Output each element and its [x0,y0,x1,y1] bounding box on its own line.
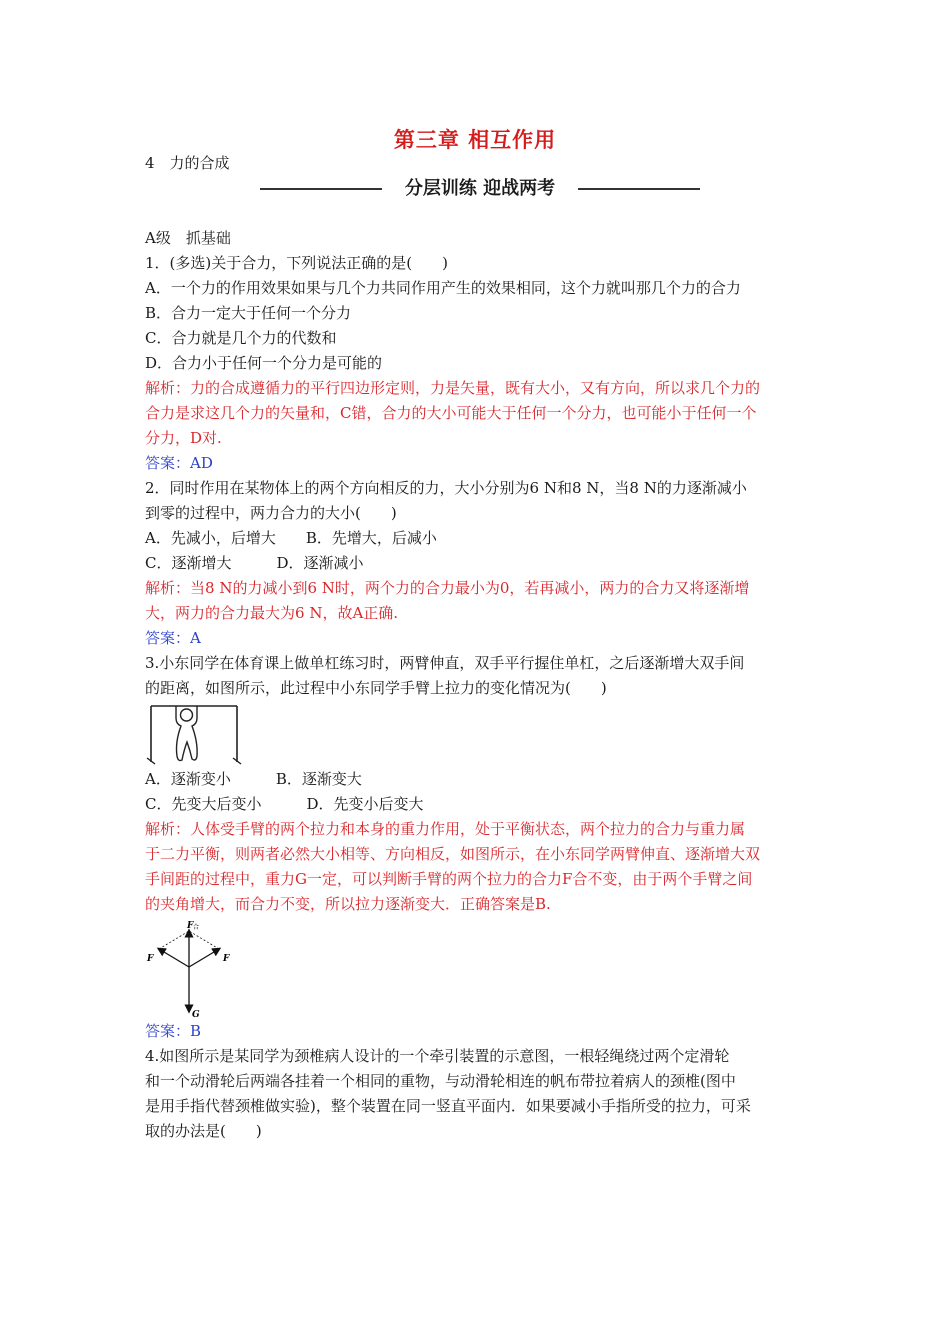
q3-stem-line-1: 3.小东同学在体育课上做单杠练习时，两臂伸直，双手平行握住单杠，之后逐渐增大双手间 [145,654,745,672]
q3-options-row-1: A．逐渐变小 B．逐渐变大 [145,770,362,788]
practice-banner [260,174,700,200]
q1-analysis-line-2: 合力是求这几个力的矢量和，C错，合力的大小可能大于任何一个分力，也可能小于任何一个 [145,404,757,422]
force-diagram-figure [145,917,815,1019]
q2-analysis-line-1: 解析：当8 N的力减小到6 N时，两个力的合力最小为0，若再减小，两力的合力又将逐渐增 [145,579,750,597]
q1-option-a: A．一个力的作用效果如果与几个力共同作用产生的效果相同，这个力就叫那几个力的合力 [145,279,741,297]
left-force-label: F [147,954,154,964]
section-title: 4 力的合成 [145,154,230,172]
q1-option-d: D．合力小于任何一个分力是可能的 [145,354,383,372]
q3-answer: 答案：B [145,1022,202,1040]
q1-option-c: C．合力就是几个力的代数和 [145,329,337,347]
resultant-force-label: F [187,921,194,931]
q4-stem-line-4: 取的办法是( ) [145,1122,262,1140]
q3-analysis-line-1: 解析：人体受手臂的两个拉力和本身的重力作用，处于平衡状态，两个拉力的合力与重力属 [145,820,746,838]
chapter-title: 第三章 相互作用 [393,128,557,152]
q2-options-row-2: C．逐渐增大 D．逐渐减小 [145,554,364,572]
right-force-arrow [189,949,219,967]
resultant-force-subscript: 合 [193,924,200,931]
q1-option-b: B．合力一定大于任何一个分力 [145,304,352,322]
q4-stem-line-3: 是用手指代替颈椎做实验)，整个装置在同一竖直平面内．如果要减小手指所受的拉力，可采 [145,1097,751,1115]
q1-analysis-line-1: 解析：力的合成遵循力的平行四边形定则，力是矢量，既有大小，又有方向，所以求几个力的 [145,379,761,397]
q4-stem-line-1: 4.如图所示是某同学为颈椎病人设计的一个牵引装置的示意图，一根轻绳绕过两个定滑轮 [145,1047,730,1065]
q3-analysis-line-4: 的夹角增大，而合力不变，所以拉力逐渐变大．正确答案是B. [145,895,551,913]
banner-text: 分层训练 迎战两考 [404,178,556,199]
q2-stem-line-2: 到零的过程中，两力合力的大小( ) [145,504,397,522]
q2-stem-line-1: 2．同时作用在某物体上的两个方向相反的力，大小分别为6 N和8 N，当8 N的力逐渐减小 [145,479,747,497]
q3-analysis-label: 解析： [145,820,191,838]
horizontal-bar-figure [145,701,815,767]
level-label: A级 抓基础 [145,229,231,247]
q3-analysis-line-3: 手间距的过程中，重力G一定，可以判断手臂的两个拉力的合力F合不变，由于两个手臂之间 [145,870,753,888]
q3-analysis-line-2: 于二力平衡，则两者必然大小相等、方向相反，如图所示，在小东同学两臂伸直、逐渐增大双 [145,845,761,863]
q2-options-row-1: A．先减小，后增大 B．先增大，后减小 [145,529,437,547]
gravity-label: G [192,1010,200,1020]
q2-analysis-line-2: 大，两力的合力最大为6 N，故A正确. [145,604,399,622]
banner-rule-left [260,188,382,190]
banner-rule-right [578,188,700,190]
q1-analysis-label: 解析： [145,379,191,397]
q3-options-row-2: C．先变大后变小 D．先变小后变大 [145,795,424,813]
right-force-label: F [223,954,230,964]
q3-stem-line-2: 的距离，如图所示，此过程中小东同学手臂上拉力的变化情况为( ) [145,679,607,697]
q1-analysis-line-3: 分力，D对. [145,429,222,447]
q4-stem-line-2: 和一个动滑轮后两端各挂着一个相同的重物，与动滑轮相连的帆布带拉着病人的颈椎(图中 [145,1072,736,1090]
q2-analysis-label: 解析： [145,579,191,597]
exercise-content [145,226,815,1144]
force-diagram [145,921,255,1021]
horizontal-bar-illustration [145,702,245,766]
q2-answer: 答案：A [145,629,201,647]
q1-stem: 1．(多选)关于合力，下列说法正确的是( ) [145,254,448,272]
q1-answer: 答案：AD [145,454,213,472]
left-force-arrow [159,949,189,967]
